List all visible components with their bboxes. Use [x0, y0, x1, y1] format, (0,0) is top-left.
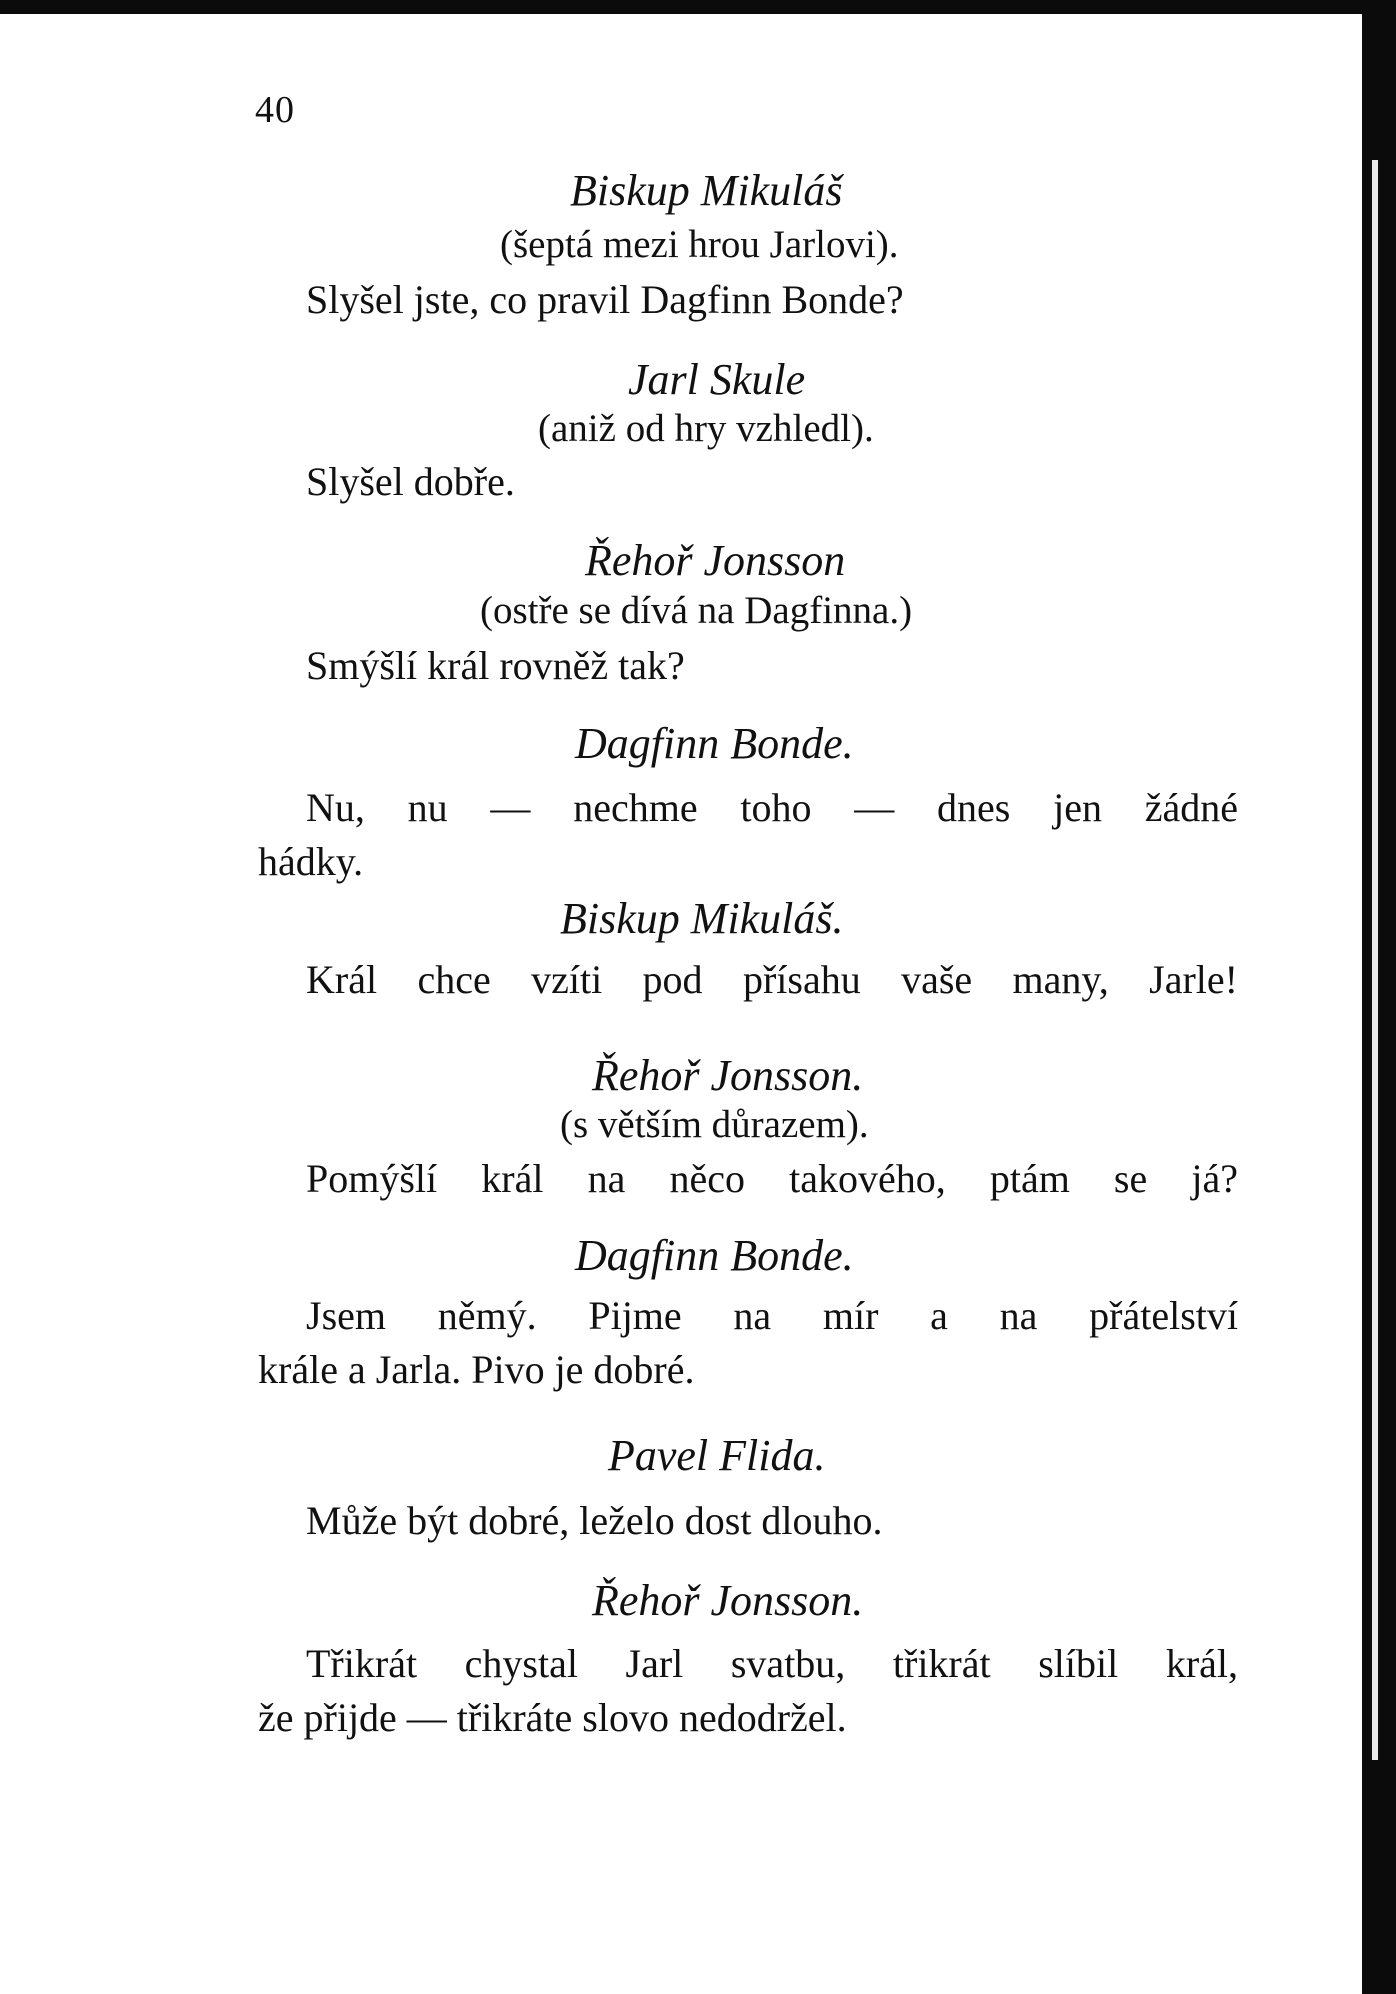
scan-border-top: [0, 0, 1396, 14]
dialogue-line: krále a Jarla. Pivo je dobré.: [258, 1347, 695, 1392]
dialogue-line: Nu, nu — nechme toho — dnes jen žádné: [306, 785, 1238, 830]
speaker-name: Dagfinn Bonde.: [575, 1231, 854, 1280]
dialogue-line: Jsem němý. Pijme na mír a na přátelství: [306, 1293, 1238, 1338]
speaker-name: Biskup Mikuláš.: [560, 894, 844, 943]
speaker-name: Biskup Mikuláš: [570, 166, 843, 215]
speaker-name: Jarl Skule: [628, 355, 806, 404]
dialogue-line: Pomýšlí král na něco takového, ptám se já?: [306, 1156, 1238, 1201]
stage-direction: (aniž od hry vzhledl).: [538, 407, 874, 450]
scan-border-right: [1362, 0, 1396, 1994]
speaker-name: Řehoř Jonsson.: [592, 1576, 864, 1625]
stage-direction: (ostře se dívá na Dagfinna.): [480, 589, 913, 632]
speaker-name: Řehoř Jonsson.: [592, 1051, 864, 1100]
dialogue-line: Může být dobré, leželo dost dlouho.: [306, 1498, 883, 1543]
speaker-name: Řehoř Jonsson: [585, 536, 846, 585]
page-number: 40: [255, 89, 295, 131]
dialogue-line: Smýšlí král rovněž tak?: [306, 643, 685, 688]
dialogue-line: že přijde — třikráte slovo nedodržel.: [258, 1695, 847, 1740]
dialogue-line: Slyšel jste, co pravil Dagfinn Bonde?: [306, 277, 904, 322]
dialogue-line: hádky.: [258, 839, 364, 884]
stage-direction: (šeptá mezi hrou Jarlovi).: [500, 223, 899, 266]
speaker-name: Pavel Flida.: [608, 1431, 826, 1480]
dialogue-line: Král chce vzíti pod přísahu vaše many, Jarle!: [306, 957, 1238, 1002]
speaker-name: Dagfinn Bonde.: [575, 719, 854, 768]
scan-gutter-line: [1372, 160, 1378, 1760]
stage-direction: (s větším důrazem).: [560, 1103, 869, 1146]
dialogue-line: Slyšel dobře.: [306, 459, 515, 504]
dialogue-line: Třikrát chystal Jarl svatbu, třikrát slíbil král,: [306, 1641, 1238, 1686]
